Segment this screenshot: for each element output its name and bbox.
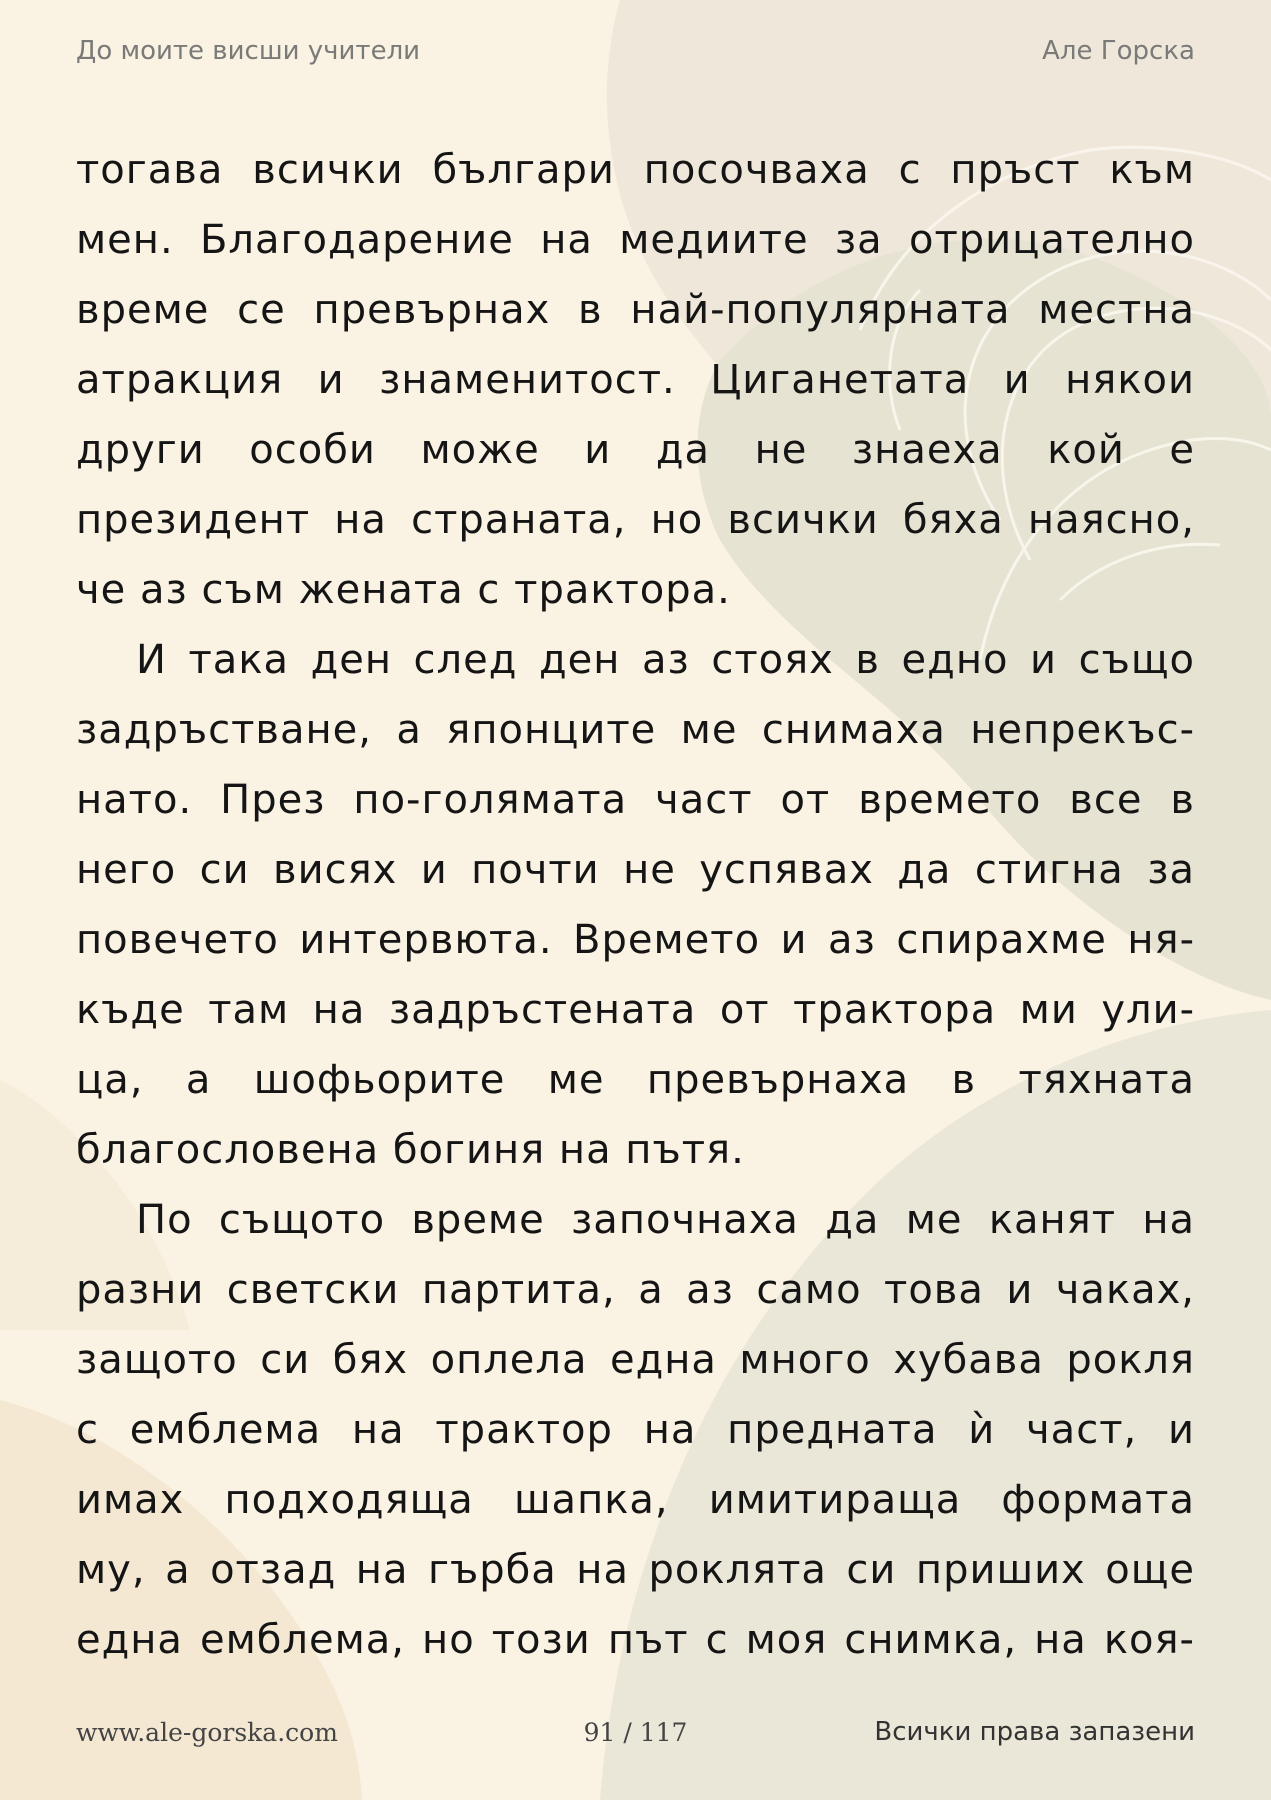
text-line: нато. През по-голямата част от времето все в [76,777,1195,823]
text-line: една емблема, но този път с моя снимка, на коя- [76,1617,1195,1663]
text-line: атракция и знаменитост. Циганетата и някои [76,357,1195,403]
copyright-notice: Всички права запазени [874,1717,1195,1747]
body-text [76,135,1195,1675]
author-name: Але Горска [1042,36,1195,66]
text-line: благословена богиня на пътя. [76,1127,745,1173]
text-line: с емблема на трактор на предната ѝ част, и [76,1407,1195,1453]
text-line: други особи може и да не знаеха кой е [76,427,1195,473]
text-line: него си висях и почти не успявах да стигна за [76,847,1195,893]
text-line: По същото време започнаха да ме канят на [136,1197,1195,1243]
text-line: му, а отзад на гърба на роклята си приших още [76,1547,1195,1593]
text-line: имах подходяща шапка, имитираща формата [76,1477,1195,1523]
text-line: задръстване, а японците ме снимаха непрекъс- [76,707,1195,753]
text-line: ца, а шофьорите ме превърнаха в тяхната [76,1057,1195,1103]
page-footer [76,1712,1195,1752]
text-line: защото си бях оплела една много хубава рокля [76,1337,1195,1383]
text-line: къде там на задръстената от трактора ми ули- [76,987,1195,1033]
text-line: че аз съм жената с трактора. [76,567,731,613]
text-line: повечето интервюта. Времето и аз спирахме ня- [76,917,1195,963]
text-line: мен. Благодарение на медиите за отрицателно [76,217,1195,263]
book-title: До моите висши учители [76,36,421,66]
website-link[interactable]: www.ale-gorska.com [76,1717,338,1747]
page-header [76,34,1195,68]
text-line: И така ден след ден аз стоях в едно и също [136,637,1195,683]
text-line: президент на страната, но всички бяха наясно, [76,497,1195,543]
text-line: време се превърнах в най-популярната местна [76,287,1195,333]
text-line: разни светски партита, а аз само това и чаках, [76,1267,1195,1313]
text-line: тогава всички българи посочваха с пръст към [76,147,1195,193]
page-number: 91 / 117 [583,1717,688,1747]
